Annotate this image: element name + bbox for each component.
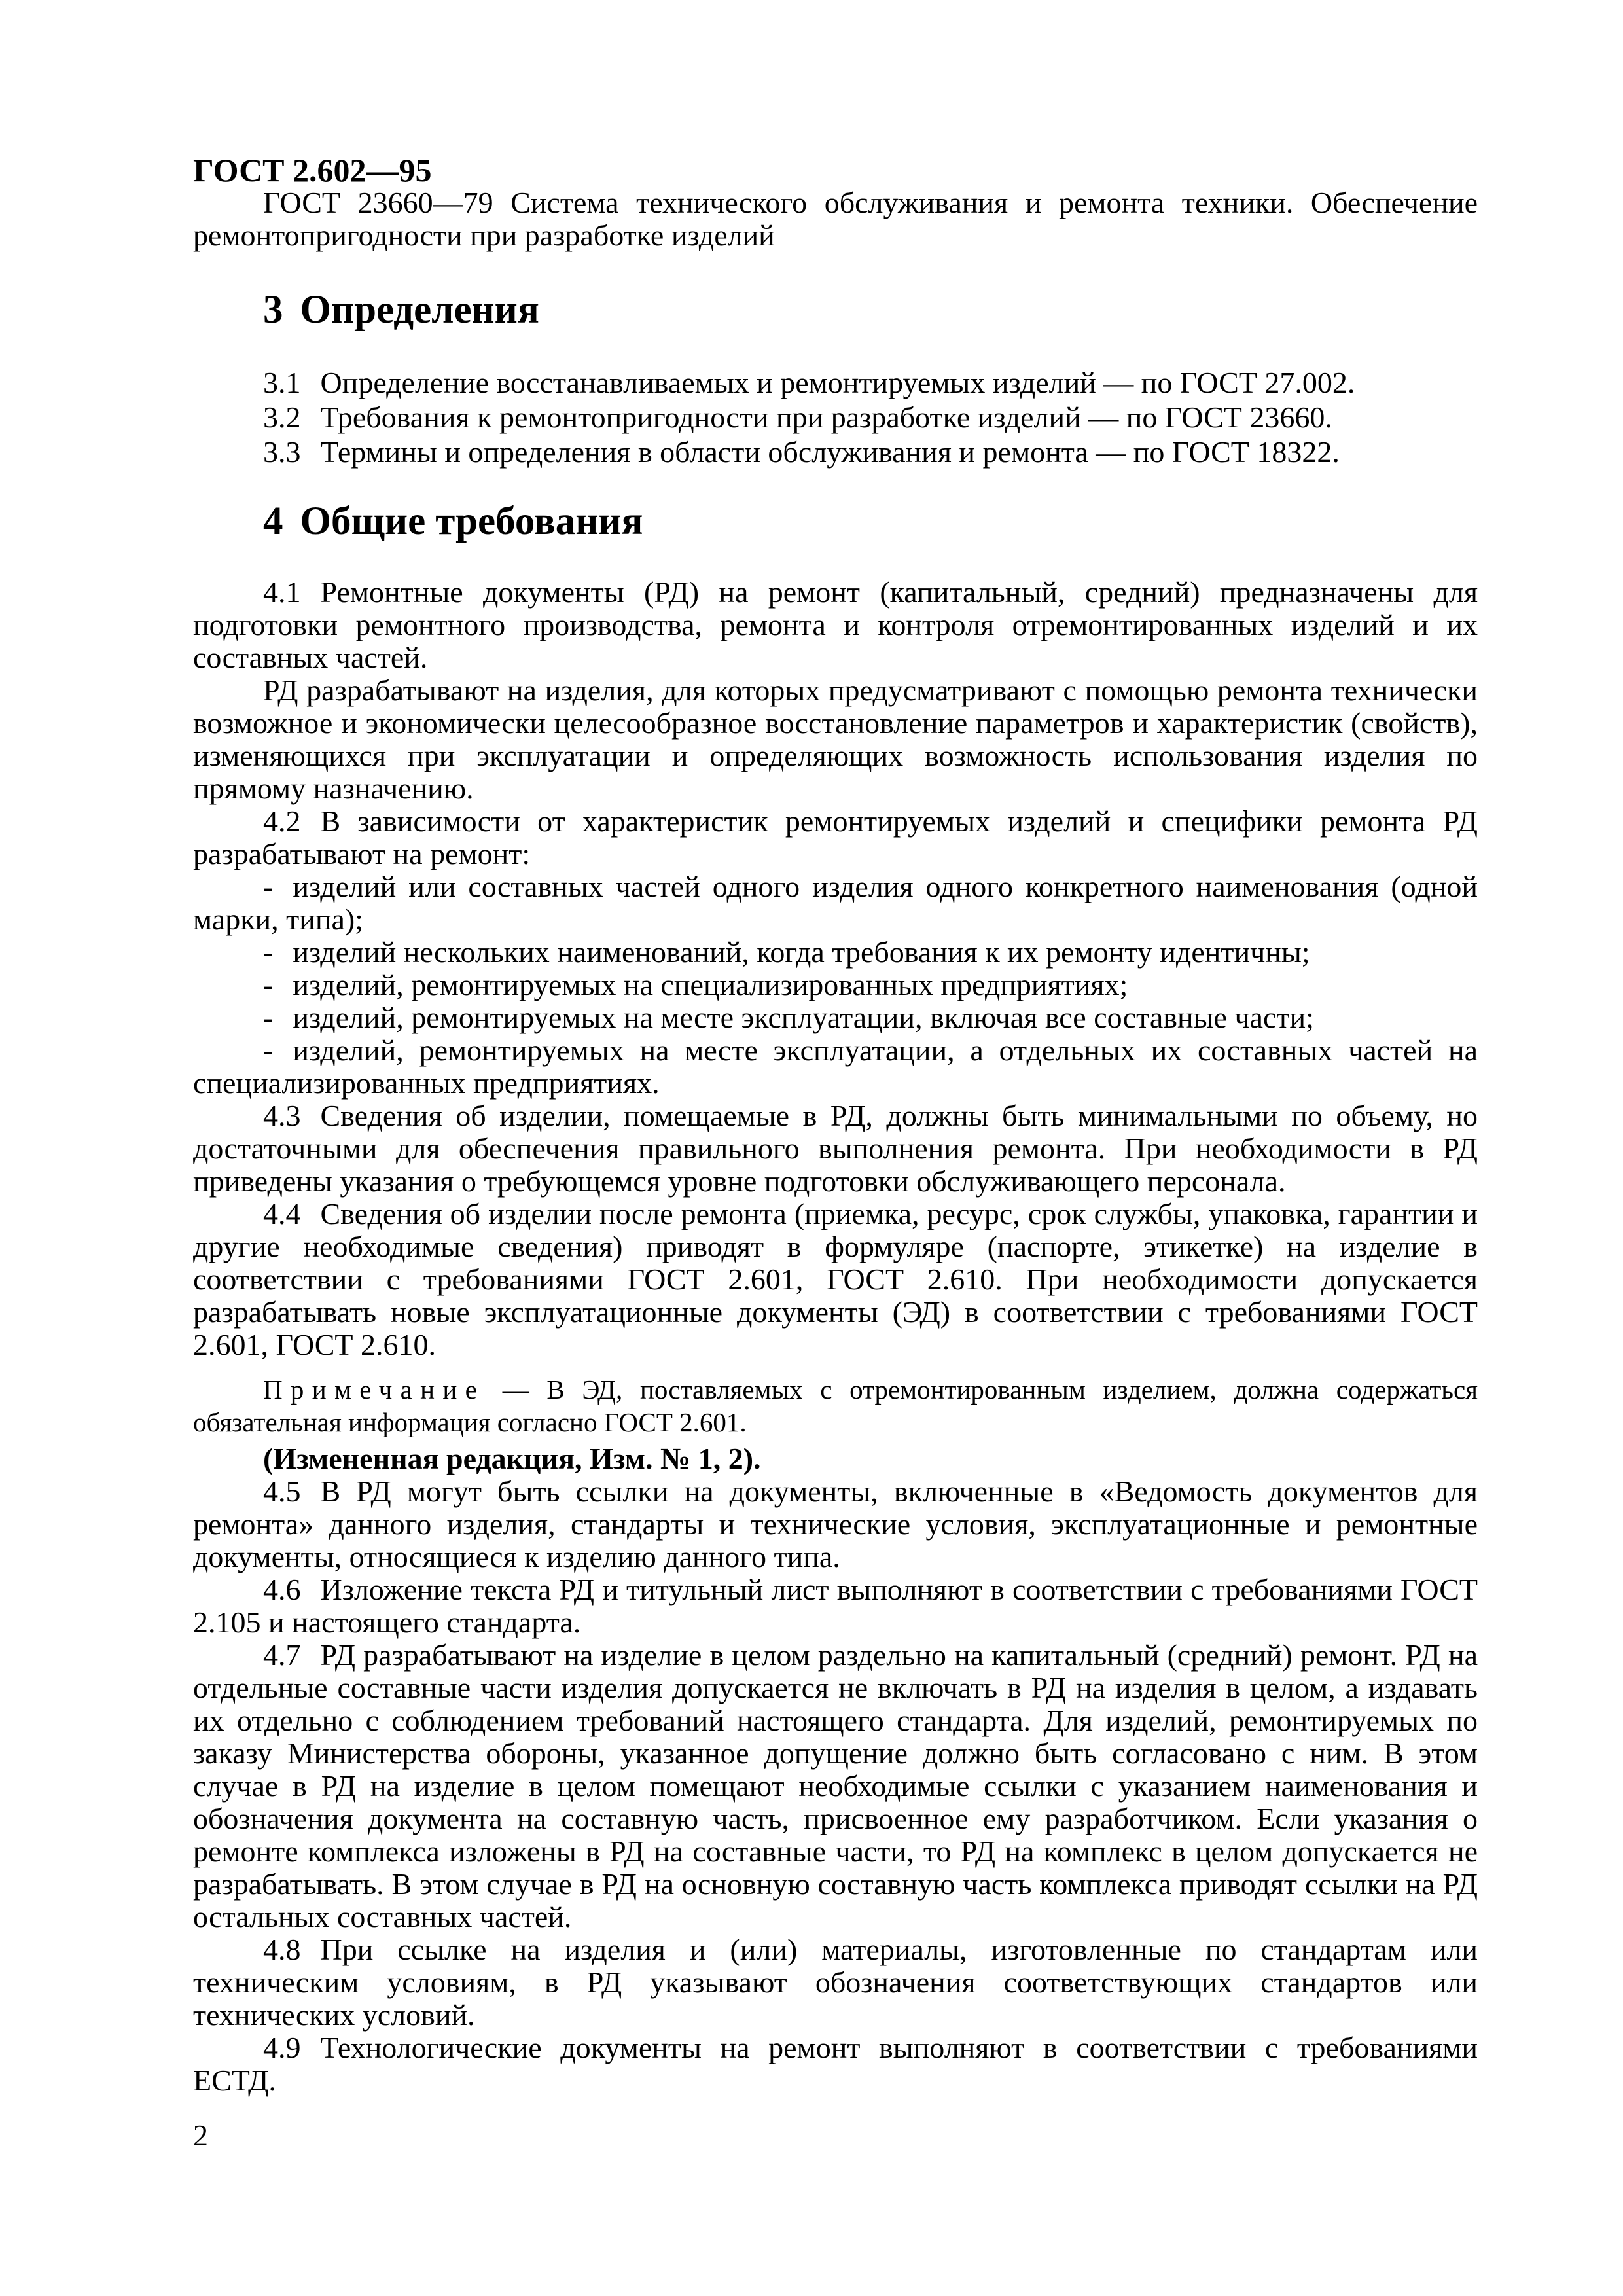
list-item-paragraph xyxy=(193,870,1478,936)
doc-code: ГОСТ 2.602—95 xyxy=(193,152,432,188)
clause-text: Изложение текста РД и титульный лист выполняют в соответствии с требованиями ГОСТ 2.105 и настоящего стандарта. xyxy=(193,1573,1478,1639)
intro-paragraph: ГОСТ 23660—79 Система технического обслуживания и ремонта техники. Обеспечение ремонтопригодности при разработке изделий xyxy=(193,186,1478,252)
clause-paragraph-4-5 xyxy=(193,1475,1478,1573)
section-3-number: 3 xyxy=(263,288,283,332)
list-dash: - xyxy=(263,1001,274,1034)
note-paragraph xyxy=(193,1373,1478,1439)
clause-text: изделий, ремонтируемых на специализированных предприятиях; xyxy=(293,968,1128,1001)
clause-paragraph-4-1 xyxy=(193,576,1478,674)
list-item-paragraph xyxy=(193,969,1478,1001)
clause-text: изделий или составных частей одного изделия одного конкретного наименования (одной марки, типа); xyxy=(193,870,1478,936)
clause-marker: 4.8 xyxy=(263,1933,301,1966)
section-3-title: Определения xyxy=(300,288,539,332)
clause-text: В РД могут быть ссылки на документы, включенные в «Ведомость документов для ремонта» данного изделия, стандарты и технические условия, эксплуатационные и ремонтные документы, относящиеся к изделию данного типа. xyxy=(193,1475,1478,1573)
section-3-item xyxy=(193,400,1478,435)
clause-text: Сведения об изделии, помещаемые в РД, должны быть минимальными по объему, но достаточными для обеспечения правильного выполнения ремонта. При необходимости в РД приведены указания о требующемся уровне подготовки обслуживающего персонала. xyxy=(193,1099,1478,1198)
section-4-number: 4 xyxy=(263,499,283,543)
clause-text: Технологические документы на ремонт выполняют в соответствии с требованиями ЕСТД. xyxy=(193,2031,1478,2097)
continuation-paragraph: РД разрабатывают на изделия, для которых предусматривают с помощью ремонта технически возможное и экономически целесообразное восстановление параметров и характеристик (свойств), изменяющихся при эксплуатации и определяющих возможность использования изделия по прямому назначению. xyxy=(193,673,1478,805)
clause-text: Требования к ремонтопригодности при разработке изделий — по ГОСТ 23660. xyxy=(320,401,1332,434)
section-4-title: Общие требования xyxy=(300,499,643,543)
list-item-paragraph xyxy=(193,936,1478,969)
clause-text: РД разрабатывают на изделие в целом раздельно на капитальный (средний) ремонт. РД на отдельные составные части изделия допускается не включать в РД на изделия в целом, а издавать их отдельно с соблюдением требований настоящего стандарта. Для изделий, ремонтируемых по заказу Министерства обороны, указанное допущение должно быть согласовано с ним. В этом случае в РД на изделие в целом помещают необходимые ссылки с указанием наименования и обозначения документа на составную часть, присвоенное ему разработчиком. Если указания о ремонте комплекса изложены в РД на составные части, то РД на комплекс в целом допускается не разрабатывать. В этом случае в РД на основную составную часть комплекса приводят ссылки на РД остальных составных частей. xyxy=(193,1638,1478,1933)
clause-marker: 4.4 xyxy=(263,1197,301,1230)
list-item-paragraph xyxy=(193,1034,1478,1100)
clause-text: Ремонтные документы (РД) на ремонт (капитальный, средний) предназначены для подготовки ремонтного производства, ремонта и контроля отремонтированных изделий и их составных частей. xyxy=(193,575,1478,674)
clause-text: изделий, ремонтируемых на месте эксплуатации, а отдельных их составных частей на специализированных предприятиях. xyxy=(193,1033,1478,1100)
section-4-body xyxy=(193,576,1478,2097)
section-4-heading xyxy=(263,501,1478,543)
list-dash: - xyxy=(263,968,274,1001)
clause-paragraph-4-7 xyxy=(193,1639,1478,1933)
clause-marker: 3.1 xyxy=(263,366,301,399)
list-dash: - xyxy=(263,935,274,969)
clause-marker: 4.6 xyxy=(263,1573,301,1606)
clause-marker: 4.1 xyxy=(263,575,301,609)
list-item-paragraph xyxy=(193,1001,1478,1034)
clause-text: изделий нескольких наименований, когда требования к их ремонту идентичны; xyxy=(293,935,1310,969)
clause-text: При ссылке на изделия и (или) материалы, изготовленные по стандартам или техническим условиям, в РД указывают обозначения соответствующих стандартов или технических условий. xyxy=(193,1933,1478,2032)
section-3-items xyxy=(193,365,1478,469)
section-3-heading xyxy=(263,289,1478,331)
clause-marker: 4.7 xyxy=(263,1638,301,1672)
clause-marker: 3.3 xyxy=(263,435,301,469)
clause-marker: 4.3 xyxy=(263,1099,301,1132)
clause-text: В зависимости от характеристик ремонтируемых изделий и специфики ремонта РД разрабатывают на ремонт: xyxy=(193,804,1478,870)
note-text: — В ЭД, поставляемых с отремонтированным изделием, должна содержаться обязательная информация согласно ГОСТ 2.601. xyxy=(193,1374,1478,1437)
section-3-item xyxy=(193,435,1478,469)
list-dash: - xyxy=(263,1033,274,1067)
list-dash: - xyxy=(263,870,274,903)
note-label: Примечание xyxy=(263,1374,486,1405)
clause-text: Определение восстанавливаемых и ремонтируемых изделий — по ГОСТ 27.002. xyxy=(320,366,1355,399)
clause-text: изделий, ремонтируемых на месте эксплуатации, включая все составные части; xyxy=(293,1001,1314,1034)
amended-paragraph: (Измененная редакция, Изм. № 1, 2). xyxy=(263,1442,761,1475)
clause-paragraph-4-2 xyxy=(193,805,1478,870)
clause-marker: 3.2 xyxy=(263,401,301,434)
clause-paragraph-4-6 xyxy=(193,1573,1478,1639)
clause-text: Термины и определения в области обслуживания и ремонта — по ГОСТ 18322. xyxy=(320,435,1340,469)
clause-paragraph-4-4 xyxy=(193,1198,1478,1361)
clause-paragraph-4-8 xyxy=(193,1933,1478,2032)
page-number: 2 xyxy=(193,2119,208,2152)
clause-marker: 4.2 xyxy=(263,804,301,838)
clause-text: Сведения об изделии после ремонта (приемка, ресурс, срок службы, упаковка, гарантии и другие необходимые сведения) приводят в формуляре (паспорте, этикетке) на изделие в соответствии с требованиями ГОСТ 2.601, ГОСТ 2.610. При необходимости допускается разрабатывать новые эксплуатационные документы (ЭД) в соответствии с требованиями ГОСТ 2.601, ГОСТ 2.610. xyxy=(193,1197,1478,1361)
clause-marker: 4.5 xyxy=(263,1475,301,1508)
clause-paragraph-4-3 xyxy=(193,1100,1478,1198)
clause-marker: 4.9 xyxy=(263,2031,301,2064)
clause-paragraph-4-9 xyxy=(193,2032,1478,2097)
section-3-item xyxy=(193,365,1478,400)
